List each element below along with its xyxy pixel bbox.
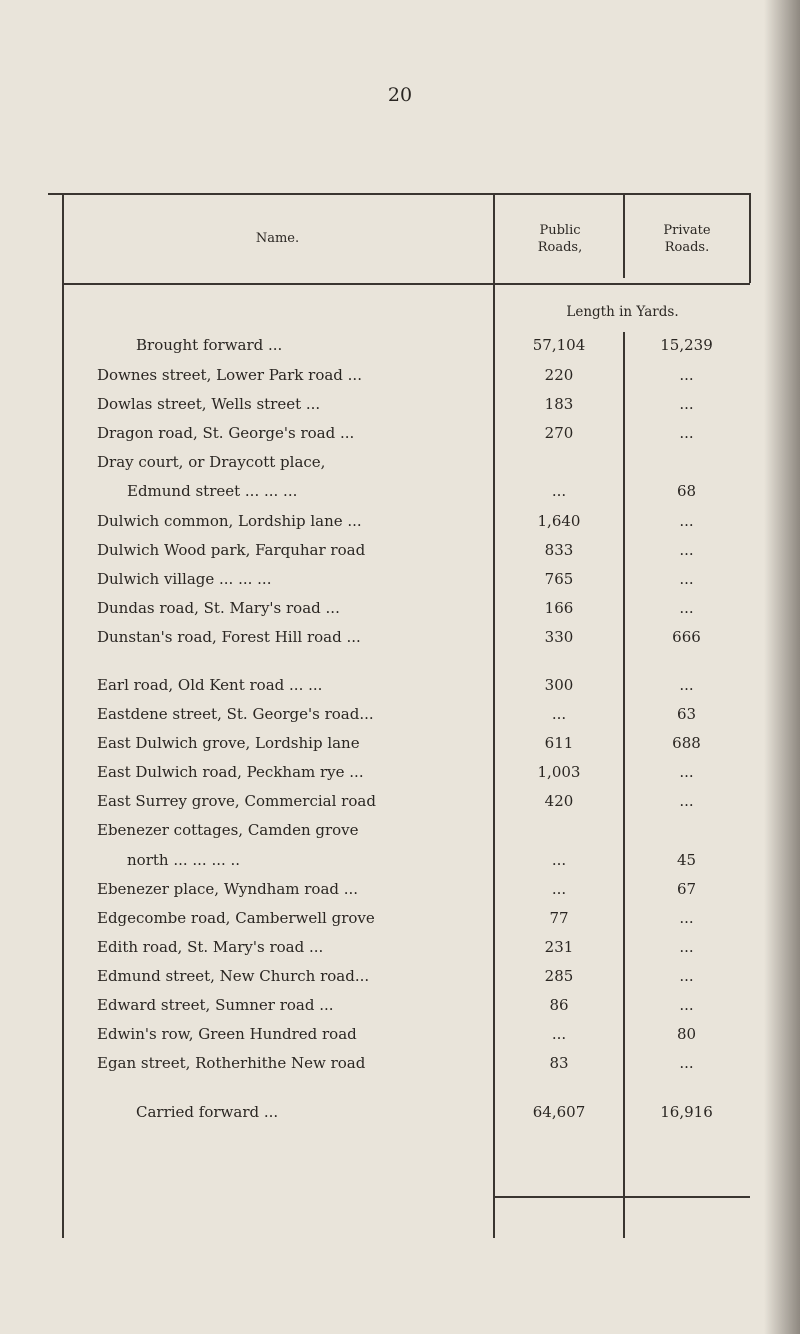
- road-name: Dundas road, St. Mary's road ...: [97, 599, 340, 617]
- page-number: 20: [387, 84, 413, 106]
- road-name: East Dulwich road, Peckham rye ...: [97, 763, 364, 781]
- private-roads-value: ...: [679, 570, 694, 588]
- public-roads-value: 183: [544, 395, 574, 413]
- public-roads-value: 1,003: [537, 763, 581, 781]
- private-roads-value: ...: [679, 395, 694, 413]
- road-name: north ... ... ... ..: [127, 851, 241, 869]
- public-roads-value: 220: [544, 366, 574, 384]
- road-name: Edmund street, New Church road...: [97, 967, 370, 985]
- road-name: Edmund street ... ... ...: [127, 482, 298, 500]
- table-row: [0, 1098, 800, 1127]
- road-name: East Dulwich grove, Lordship lane: [97, 734, 360, 752]
- private-roads-value: ...: [679, 1054, 694, 1072]
- header-bottom-rule: [62, 283, 750, 285]
- private-roads-value: ...: [679, 541, 694, 559]
- public-roads-value: 57,104: [532, 336, 586, 354]
- public-roads-value: 83: [549, 1054, 569, 1072]
- road-name: Dulwich village ... ... ...: [97, 570, 272, 588]
- right-border: [749, 193, 751, 283]
- public-roads-value: 330: [544, 628, 574, 646]
- road-name: Dulwich Wood park, Farquhar road: [97, 541, 366, 559]
- table-row: [0, 933, 800, 962]
- table-row: [0, 390, 800, 419]
- table-row: [0, 846, 800, 875]
- public-roads-value: 765: [544, 570, 574, 588]
- table-row: [0, 904, 800, 933]
- road-name: Edwin's row, Green Hundred road: [97, 1025, 357, 1043]
- table-row: [0, 671, 800, 700]
- road-name: Brought forward ...: [136, 336, 283, 354]
- table-row: [0, 477, 800, 506]
- private-roads-value: 80: [676, 1025, 697, 1043]
- table-row: [0, 565, 800, 594]
- private-roads-value: 15,239: [660, 336, 713, 354]
- road-name: Dragon road, St. George's road ...: [97, 424, 355, 442]
- table-row: [0, 419, 800, 448]
- header-name: Name.: [255, 231, 300, 246]
- private-roads-value: ...: [679, 599, 694, 617]
- private-roads-value: ...: [679, 512, 694, 530]
- header-private-roads: Private Roads.: [663, 223, 711, 255]
- road-name: Ebenezer cottages, Camden grove: [97, 821, 359, 839]
- private-roads-value: ...: [679, 967, 694, 985]
- table-row: [0, 331, 800, 360]
- table-row: [0, 507, 800, 536]
- private-roads-value: ...: [679, 996, 694, 1014]
- road-name: Carried forward ...: [136, 1103, 279, 1121]
- public-roads-value: 1,640: [537, 512, 581, 530]
- road-name: Edward street, Sumner road ...: [97, 996, 334, 1014]
- table-row: [0, 991, 800, 1020]
- public-roads-value: 270: [544, 424, 574, 442]
- table-row: [0, 758, 800, 787]
- length-in-yards: Length in Yards.: [566, 304, 679, 320]
- private-roads-value: 16,916: [660, 1103, 713, 1121]
- road-name: Downes street, Lower Park road ...: [97, 366, 362, 384]
- public-roads-value: ...: [551, 1025, 567, 1043]
- road-name: Edith road, St. Mary's road ...: [97, 938, 324, 956]
- road-name: Egan street, Rotherhithe New road: [97, 1054, 366, 1072]
- private-roads-value: 688: [672, 734, 701, 752]
- public-roads-value: ...: [551, 482, 567, 500]
- road-name: Dunstan's road, Forest Hill road ...: [97, 628, 361, 646]
- public-roads-value: 86: [549, 996, 569, 1014]
- private-roads-value: ...: [679, 792, 694, 810]
- private-roads-value: 63: [676, 705, 697, 723]
- header-public-roads: Public Roads,: [537, 223, 583, 255]
- public-roads-value: 231: [544, 938, 574, 956]
- public-roads-value: ...: [551, 705, 567, 723]
- private-roads-value: ...: [679, 676, 694, 694]
- table-row: [0, 361, 800, 390]
- public-roads-value: ...: [551, 880, 567, 898]
- public-roads-value: 77: [549, 909, 569, 927]
- private-roads-value: ...: [679, 909, 694, 927]
- private-roads-value: ...: [679, 938, 694, 956]
- road-name: Ebenezer place, Wyndham road ...: [97, 880, 359, 898]
- public-roads-value: 64,607: [532, 1103, 586, 1121]
- private-roads-value: ...: [679, 763, 694, 781]
- private-roads-value: 666: [672, 628, 701, 646]
- private-roads-value: ...: [679, 366, 694, 384]
- public-roads-value: 611: [544, 734, 574, 752]
- table-row: [0, 1020, 800, 1049]
- public-roads-value: 166: [544, 599, 574, 617]
- column-divider-2: [623, 193, 625, 278]
- table-row: [0, 875, 800, 904]
- table-top-rule: [48, 193, 750, 195]
- table-row: [0, 962, 800, 991]
- private-roads-value: ...: [679, 424, 694, 442]
- table-row: [0, 536, 800, 565]
- road-name: Earl road, Old Kent road ... ...: [97, 676, 323, 694]
- public-roads-value: 420: [544, 792, 574, 810]
- road-name: Dulwich common, Lordship lane ...: [97, 512, 362, 530]
- table-row: [0, 787, 800, 816]
- road-name: Eastdene street, St. George's road...: [97, 705, 374, 723]
- table-row: [0, 729, 800, 758]
- private-roads-value: 68: [676, 482, 697, 500]
- table-row: [0, 1049, 800, 1078]
- table-row: [0, 700, 800, 729]
- road-name: East Surrey grove, Commercial road: [97, 792, 376, 810]
- road-name: Dowlas street, Wells street ...: [97, 395, 321, 413]
- table-row: [0, 816, 800, 845]
- road-name: Dray court, or Draycott place,: [97, 453, 326, 471]
- public-roads-value: ...: [551, 851, 567, 869]
- public-roads-value: 300: [544, 676, 574, 694]
- table-row: [0, 623, 800, 652]
- page-edge-shadow: [764, 0, 800, 1334]
- total-rule: [493, 1196, 750, 1198]
- private-roads-value: 67: [676, 880, 697, 898]
- road-name: Edgecombe road, Camberwell grove: [97, 909, 375, 927]
- table-row: [0, 594, 800, 623]
- public-roads-value: 285: [544, 967, 574, 985]
- public-roads-value: 833: [544, 541, 574, 559]
- table-row: [0, 448, 800, 477]
- private-roads-value: 45: [676, 851, 697, 869]
